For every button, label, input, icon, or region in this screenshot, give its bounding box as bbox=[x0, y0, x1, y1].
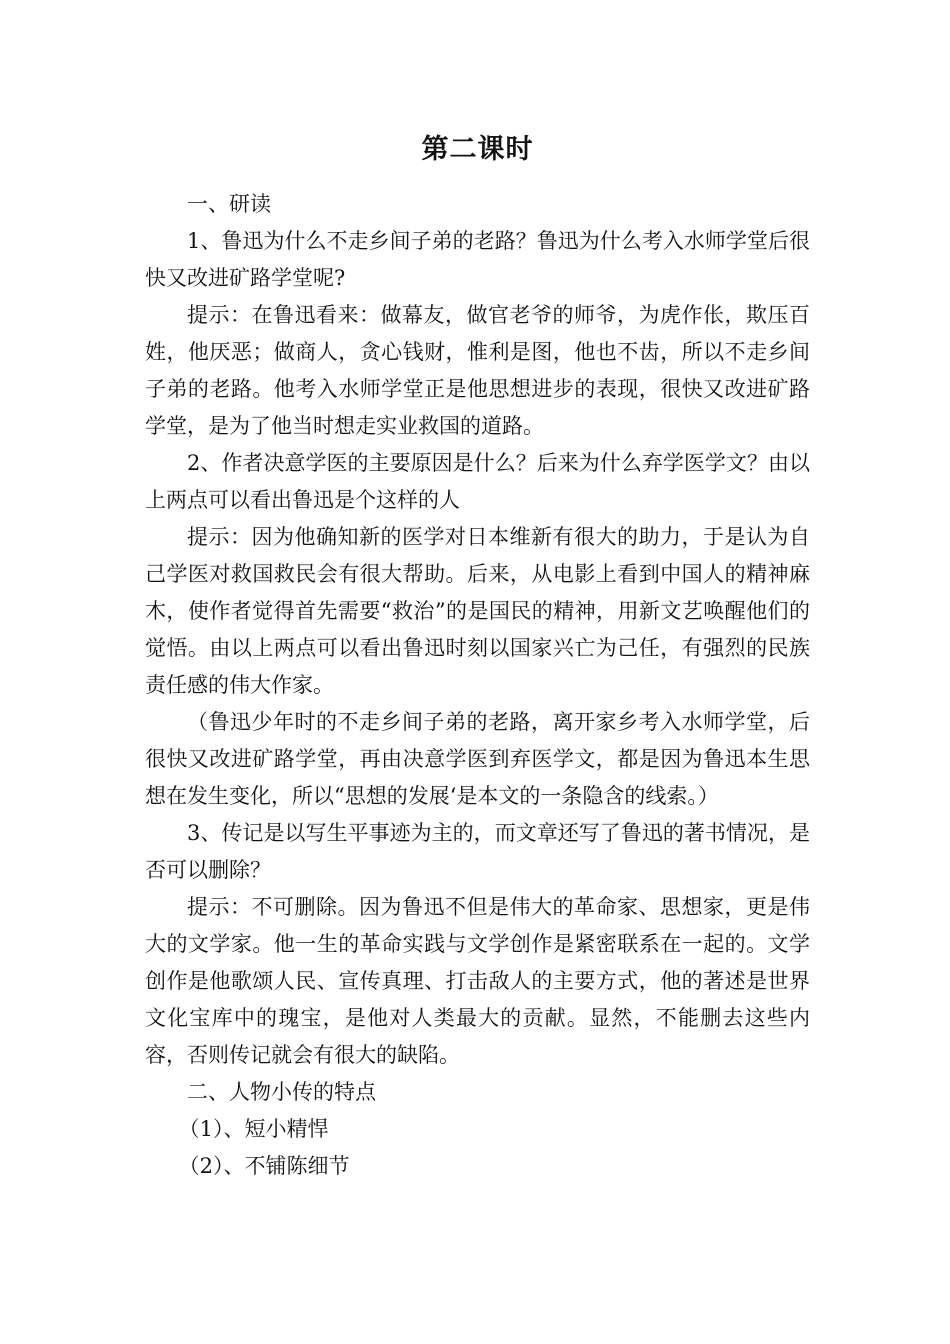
document-page bbox=[145, 128, 810, 1185]
question-1: 1、鲁迅为什么不走乡间子弟的老路？鲁迅为什么考入水师学堂后很快又改进矿路学堂呢? bbox=[145, 229, 810, 290]
section-heading-features: 二、人物小传的特点 bbox=[187, 1080, 376, 1104]
summary-note: （鲁迅少年时的不走乡间子弟的老路，离开家乡考入水师学堂，后很快又改进矿路学堂，再由决意学医到弃医学文，都是因为鲁迅本生思想在发生变化，所以“思想的发展‘是本文的一条隐含的线索。） bbox=[145, 710, 810, 808]
question-3: 3、传记是以写生平事迹为主的，而文章还写了鲁迅的著书情况，是否可以删除？ bbox=[145, 821, 810, 882]
list-item: （2）、不铺陈细节 bbox=[178, 1154, 350, 1178]
list-item: （1）、短小精悍 bbox=[178, 1117, 329, 1141]
page-title: 第二课时 bbox=[421, 134, 534, 165]
section-heading-yandu: 一、研读 bbox=[187, 192, 271, 216]
question-2: 2、作者决意学医的主要原因是什么？后来为什么弃学医学文？由以上两点可以看出鲁迅是个这样的人 bbox=[145, 451, 810, 512]
answer-hint-1: 提示：在鲁迅看来：做幕友，做官老爷的师爷，为虎作伥，欺压百姓，他厌恶；做商人，贪心钱财，惟利是图，他也不齿，所以不走乡间子弟的老路。他考入水师学堂正是他思想进步的表现，很快又改进矿路学堂，是为了他当时想走实业救国的道路。 bbox=[145, 303, 810, 438]
answer-hint-3: 提示：不可删除。因为鲁迅不但是伟大的革命家、思想家，更是伟大的文学家。他一生的革命实践与文学创作是紧密联系在一起的。文学创作是他歌颂人民、宣传真理、打击敌人的主要方式，他的著述是世界文化宝库中的瑰宝，是他对人类最大的贡献。显然，不能删去这些内容，否则传记就会有很大的缺陷。 bbox=[145, 895, 810, 1067]
answer-hint-2: 提示：因为他确知新的医学对日本维新有很大的助力，于是认为自己学医对救国救民会有很大帮助。后来，从电影上看到中国人的精神麻木，使作者觉得首先需要“救治”的是国民的精神，用新文艺唤醒他们的觉悟。由以上两点可以看出鲁迅时刻以国家兴亡为己任，有强烈的民族责任感的伟大作家。 bbox=[145, 525, 810, 697]
